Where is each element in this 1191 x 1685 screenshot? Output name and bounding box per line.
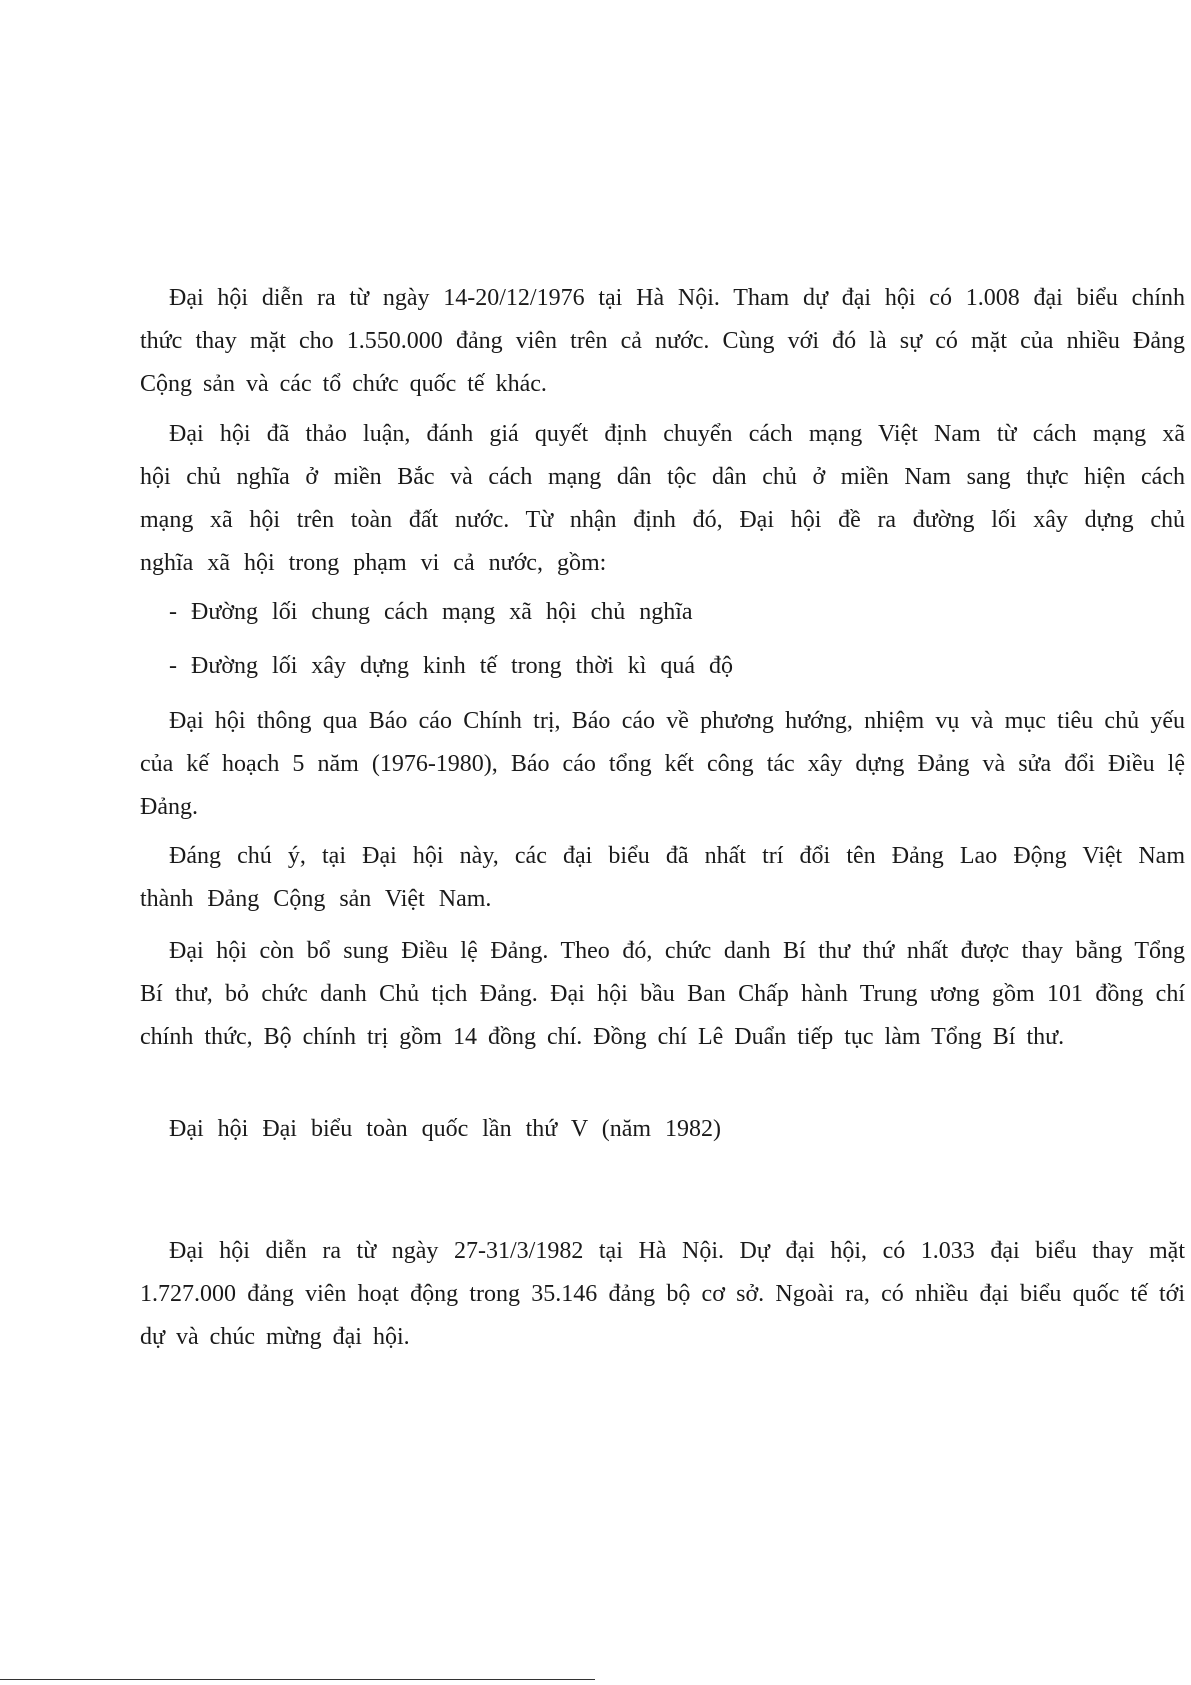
section-heading-congress-v: Đại hội Đại biểu toàn quốc lần thứ V (năm 1982) xyxy=(169,1116,722,1142)
paragraph-congress-iv-decisions: Đại hội đã thảo luận, đánh giá quyết định chuyển cách mạng Việt Nam từ cách mạng xã hội chủ nghĩa ở miền Bắc và cách mạng dân tộc dân chủ ở miền Nam sang thực hiện cách mạng xã hội trên toàn đất nước. Từ nhận định đó, Đại hội đề ra đường lối xây dựng chủ nghĩa xã hội trong phạm vi cả nước, gồm: xyxy=(140,421,1185,576)
paragraph-congress-iv-reports: Đại hội thông qua Báo cáo Chính trị, Báo cáo về phương hướng, nhiệm vụ và mục tiêu chủ yếu của kế hoạch 5 năm (1976-1980), Báo cáo tổng kết công tác xây dựng Đảng và sửa đổi Điều lệ Đảng. xyxy=(140,708,1185,820)
bullet-item-general-line: - Đường lối chung cách mạng xã hội chủ nghĩa xyxy=(169,599,693,625)
paragraph-party-rename: Đáng chú ý, tại Đại hội này, các đại biểu đã nhất trí đổi tên Đảng Lao Động Việt Nam thành Đảng Cộng sản Việt Nam. xyxy=(140,843,1185,912)
paragraph-party-charter: Đại hội còn bổ sung Điều lệ Đảng. Theo đó, chức danh Bí thư thứ nhất được thay bằng Tổng Bí thư, bỏ chức danh Chủ tịch Đảng. Đại hội bầu Ban Chấp hành Trung ương gồm 101 đồng chí chính thức, Bộ chính trị gồm 14 đồng chí. Đồng chí Lê Duẩn tiếp tục làm Tổng Bí thư. xyxy=(140,938,1185,1050)
paragraph-congress-v-overview: Đại hội diễn ra từ ngày 27-31/3/1982 tại Hà Nội. Dự đại hội, có 1.033 đại biểu thay mặt 1.727.000 đảng viên hoạt động trong 35.146 đảng bộ cơ sở. Ngoài ra, có nhiều đại biểu quốc tế tới dự và chúc mừng đại hội. xyxy=(140,1238,1185,1350)
footnote-divider xyxy=(0,1679,595,1680)
paragraph-congress-iv-overview: Đại hội diễn ra từ ngày 14-20/12/1976 tại Hà Nội. Tham dự đại hội có 1.008 đại biểu chính thức thay mặt cho 1.550.000 đảng viên trên cả nước. Cùng với đó là sự có mặt của nhiều Đảng Cộng sản và các tổ chức quốc tế khác. xyxy=(140,285,1185,397)
bullet-item-economic-line: - Đường lối xây dựng kinh tế trong thời kì quá độ xyxy=(169,653,734,679)
